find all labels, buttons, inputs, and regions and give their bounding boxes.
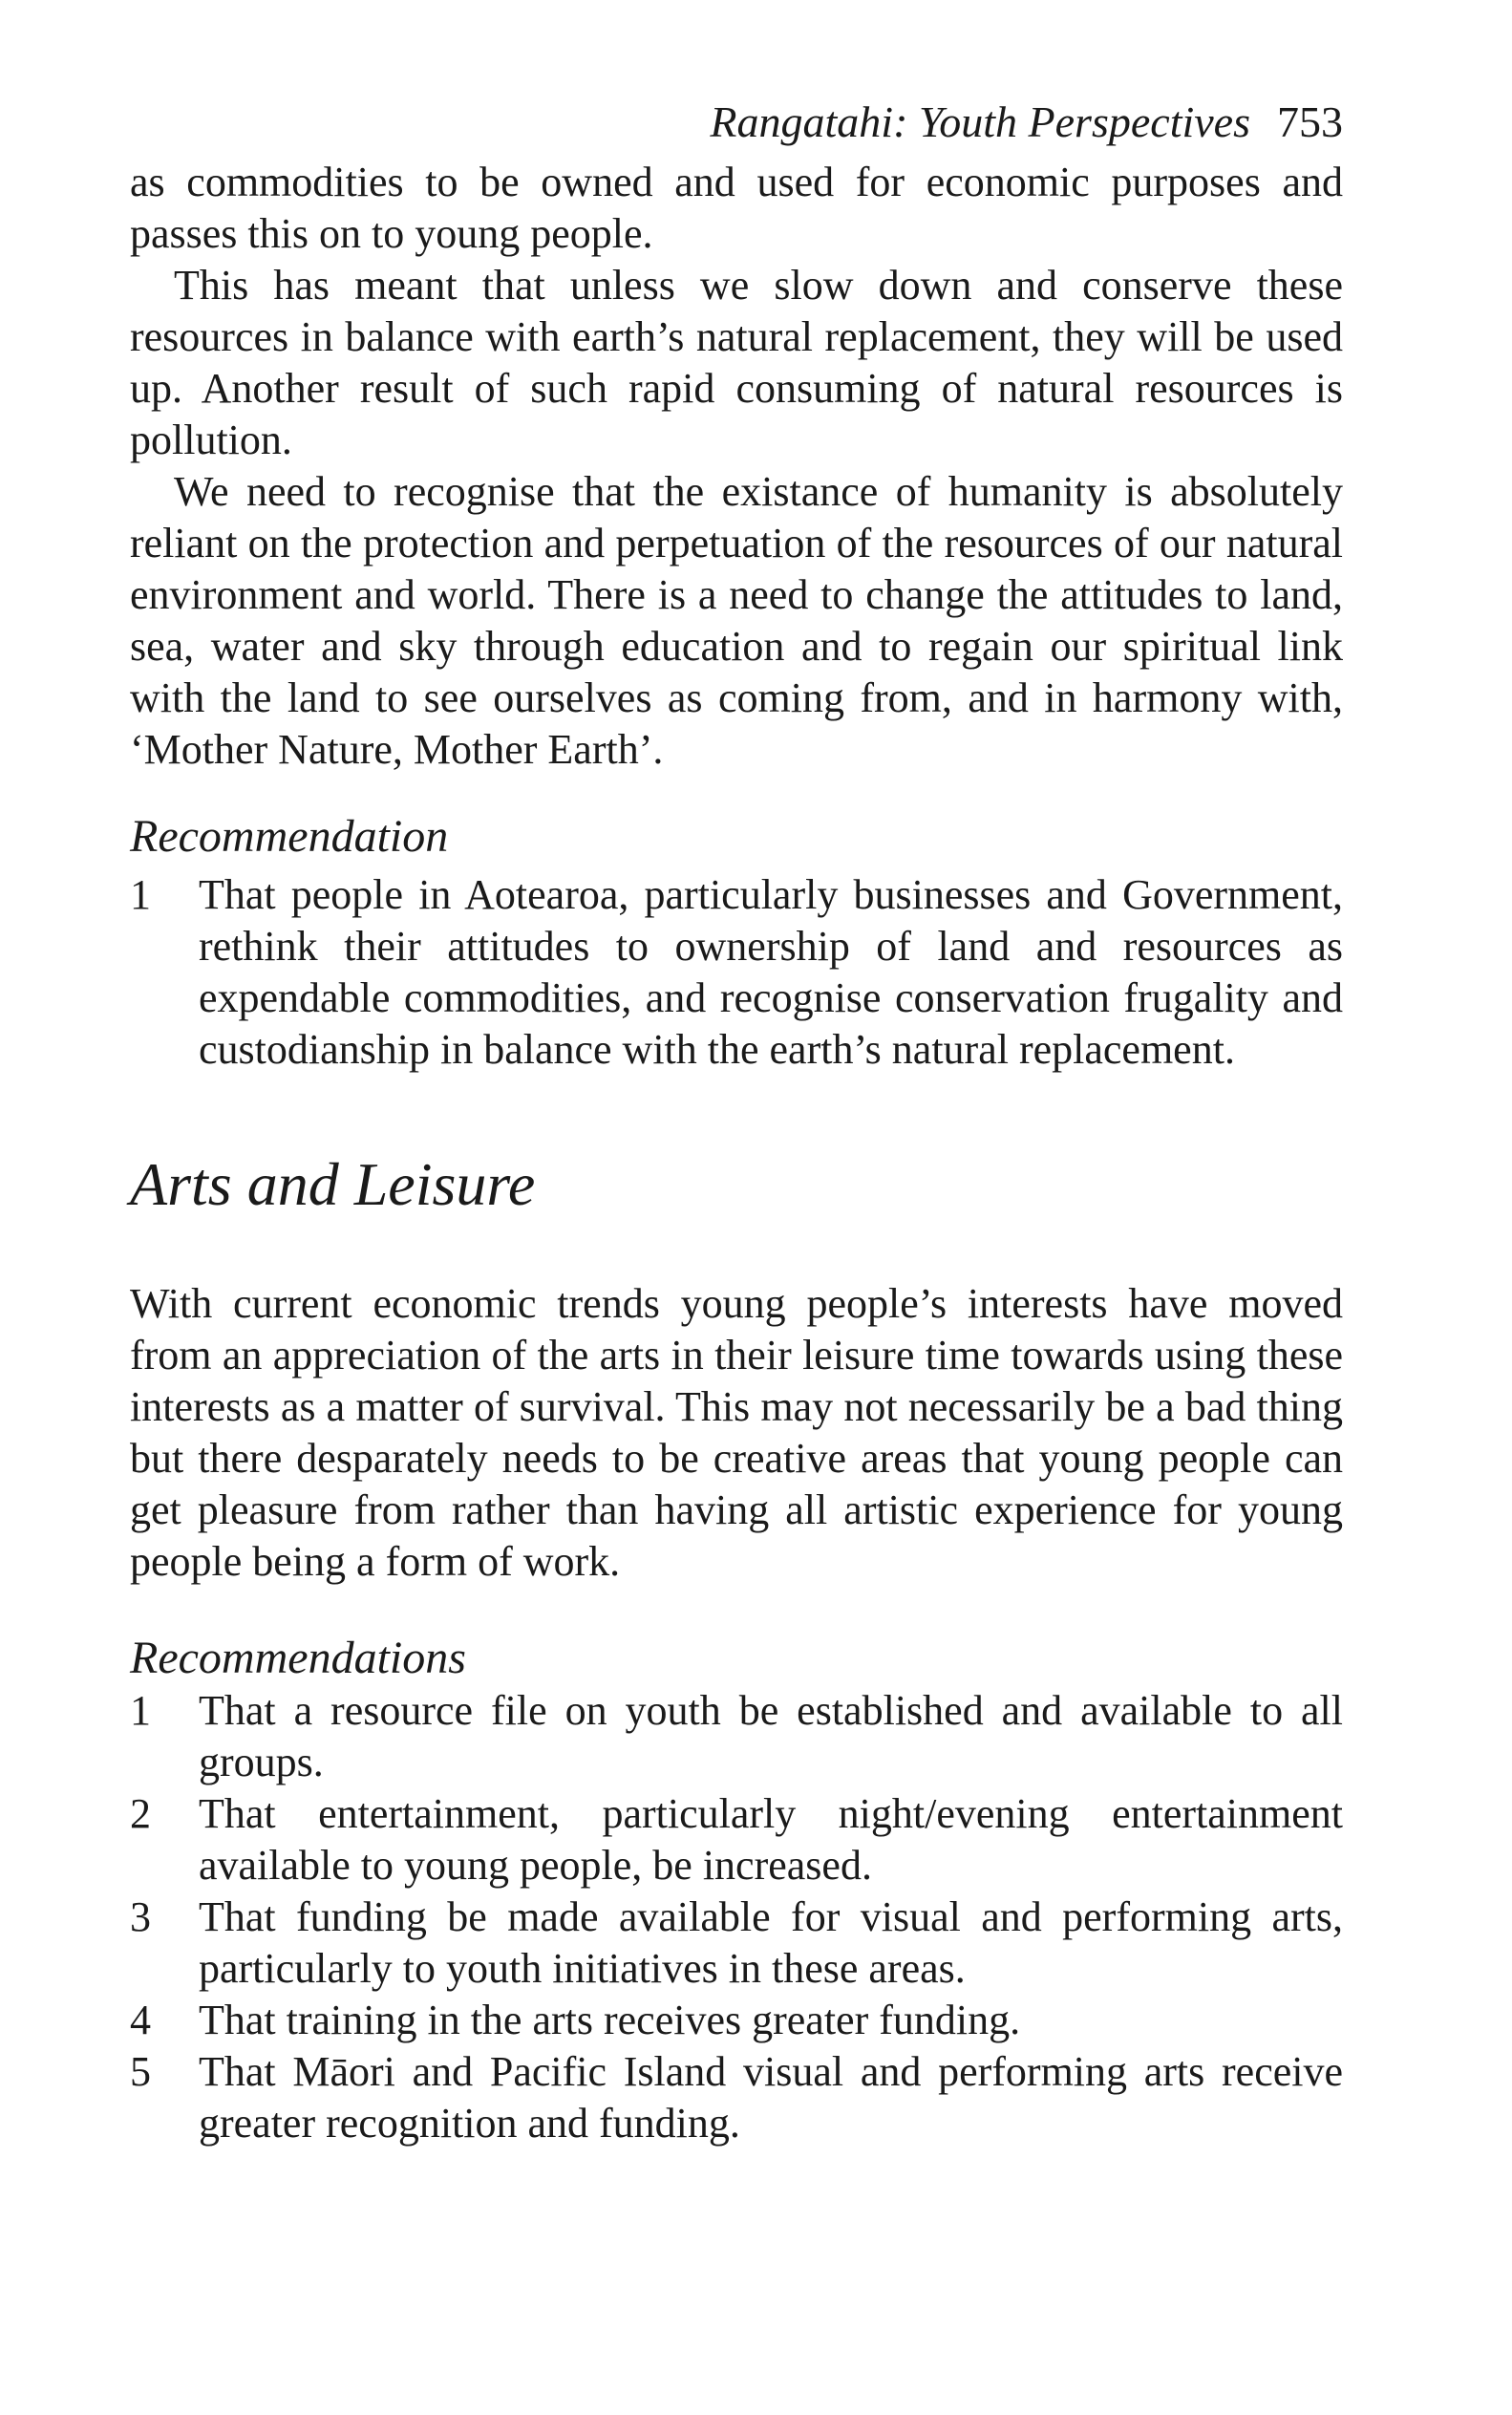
list-item	[130, 1995, 1343, 2046]
paragraph-resources: This has meant that unless we slow down and conserve these resources in balance with earth’s natural replacement, they will be used up. Another result of such rapid consuming of natural resources is pollution.	[130, 262, 1343, 463]
recommendations-heading: Recommendations	[130, 1633, 466, 1683]
recommendation-heading: Recommendation	[130, 811, 449, 862]
item-number: 2	[130, 1790, 151, 1837]
list-item	[130, 1788, 1343, 1891]
list-item	[130, 869, 1343, 1076]
paragraph-arts: With current economic trends young people’s interests have moved from an appreciation of the arts in their leisure time towards using these interests as a matter of survival. This may not necessarily be a bad thing but there desparately needs to be creative areas that young people can get pleasure from rather than having all artistic experience for young people being a form of work.	[130, 1280, 1343, 1585]
item-number: 1	[130, 1687, 151, 1734]
item-text: That funding be made available for visual and performing arts, particularly to youth initiatives in these areas.	[199, 1893, 1343, 1992]
running-header	[130, 96, 1343, 149]
recommendation-list	[130, 869, 1343, 1076]
item-number: 4	[130, 1997, 151, 2043]
item-number: 5	[130, 2048, 151, 2095]
item-text: That people in Aotearoa, particularly businesses and Government, rethink their attitudes to ownership of land and resources as expendable commodities, and recognise conservation frugality and custodianship in balance with the earth’s natural replacement.	[199, 871, 1343, 1073]
book-page	[130, 96, 1343, 2149]
item-number: 3	[130, 1893, 151, 1940]
paragraph-continuation: as commodities to be owned and used for economic purposes and passes this on to young people.	[130, 159, 1343, 257]
section-title-arts-and-leisure: Arts and Leisure	[130, 1150, 536, 1218]
list-item	[130, 1891, 1343, 1995]
item-number: 1	[130, 871, 151, 918]
item-text: That a resource file on youth be established and available to all groups.	[199, 1687, 1343, 1785]
list-item	[130, 2046, 1343, 2149]
item-text: That Māori and Pacific Island visual and performing arts receive greater recognition and funding.	[199, 2048, 1343, 2147]
running-title: Rangatahi: Youth Perspectives	[710, 97, 1250, 146]
item-text: That training in the arts receives greater funding.	[199, 1997, 1021, 2043]
recommendations-list	[130, 1685, 1343, 2149]
page-number: 753	[1277, 97, 1343, 146]
paragraph-humanity: We need to recognise that the existance of humanity is absolutely reliant on the protection and perpetuation of the resources of our natural environment and world. There is a need to change the attitudes to land, sea, water and sky through education and to regain our spiritual link with the land to see ourselves as coming from, and in harmony with, ‘Mother Nature, Mother Earth’.	[130, 468, 1343, 773]
item-text: That entertainment, particularly night/evening entertainment available to young people, be increased.	[199, 1790, 1343, 1889]
list-item	[130, 1685, 1343, 1788]
